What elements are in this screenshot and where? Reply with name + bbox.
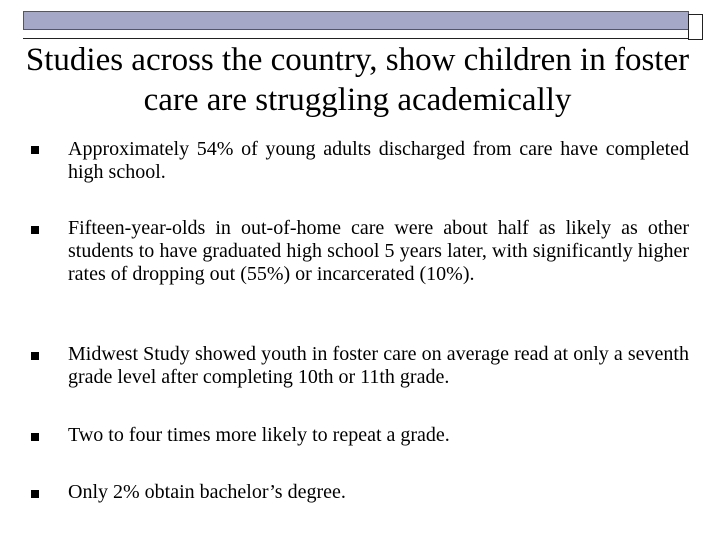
bullet-text: Approximately 54% of young adults discharged from care have completed high school. (68, 138, 689, 183)
bullet-text: Only 2% obtain bachelor’s degree. (68, 481, 346, 503)
bullet-text: Two to four times more likely to repeat a grade. (68, 424, 450, 446)
square-bullet-icon (31, 146, 39, 154)
bullet-text: Midwest Study showed youth in foster care on average read at only a seventh grade level after completing 10th or 11th grade. (68, 343, 689, 388)
square-bullet-icon (31, 433, 39, 441)
square-bullet-icon (31, 352, 39, 360)
bullet-text: Fifteen-year-olds in out-of-home care were about half as likely as other students to have graduated high school 5 years later, with significantly higher rates of dropping out (55%) or incarcerated (10%). (68, 217, 689, 285)
square-bullet-icon (31, 490, 39, 498)
slide-title: Studies across the country, show children in foster care are struggling academically (25, 42, 690, 118)
square-bullet-icon (31, 226, 39, 234)
